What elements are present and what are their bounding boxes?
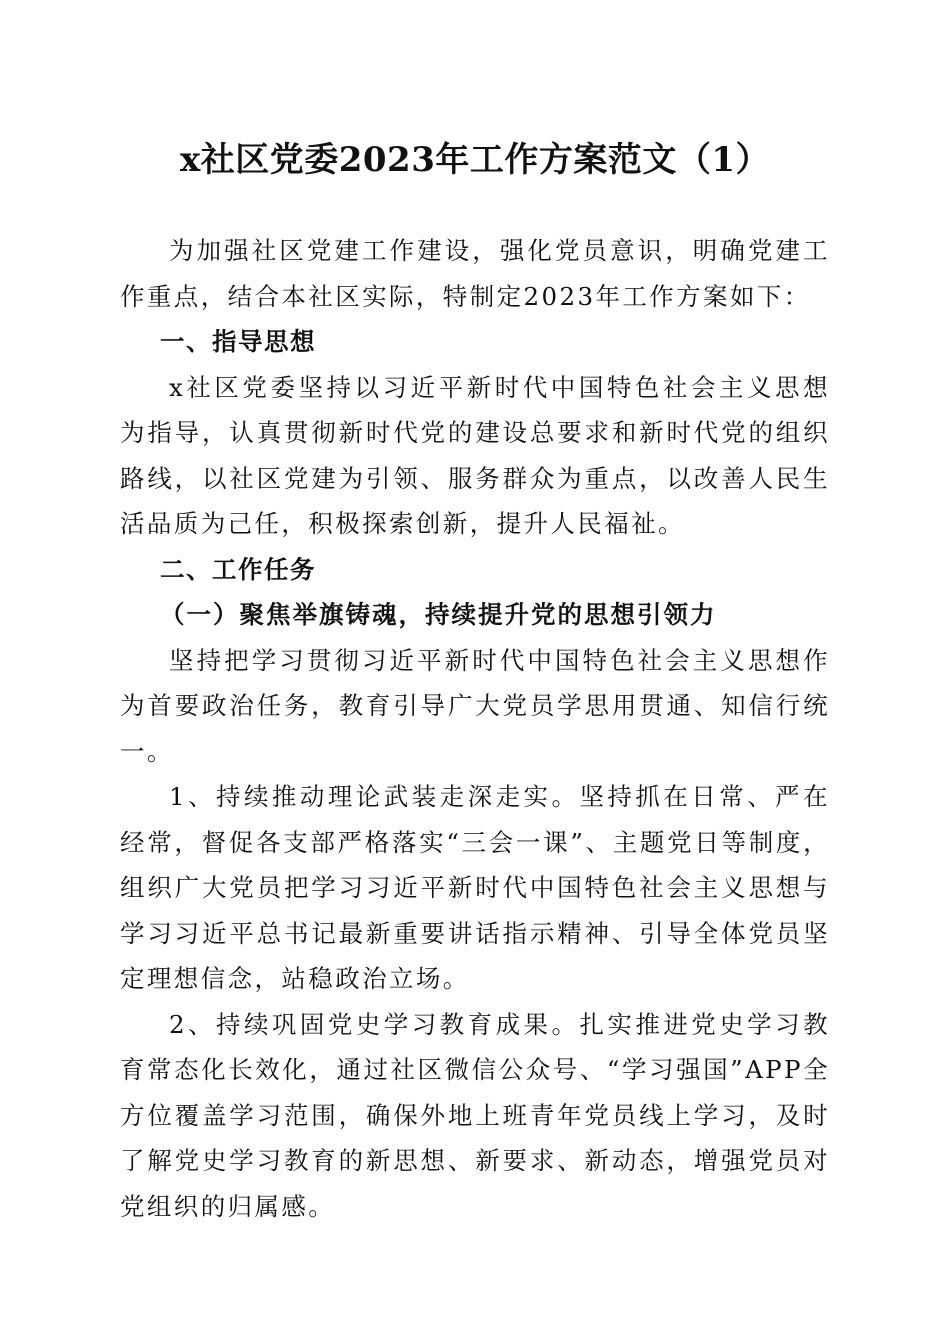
document-title: x社区党委2023年工作方案范文（1） — [179, 140, 771, 180]
task-item-1: 1、持续推动理论武装走深走实。坚持抓在日常、严在经常，督促各支部严格落实“三会一课”、主题党日等制度，组织广大党员把学习习近平新时代中国特色社会主义思想与学习习近平总书记最新重要讲话指示精神、引导全体党员坚定理想信念，站稳政治立场。 — [120, 782, 830, 993]
section-heading-guiding-thought: 一、指导思想 — [160, 327, 316, 356]
intro-paragraph: 为加强社区党建工作建设，强化党员意识，明确党建工作重点，结合本社区实际，特制定2023年工作方案如下： — [120, 236, 830, 311]
task-item-2: 2、持续巩固党史学习教育成果。扎实推进党史学习教育常态化长效化，通过社区微信公众号、“学习强国”APP全方位覆盖学习范围，确保外地上班青年党员线上学习，及时了解党史学习教育的新思想、新要求、新动态，增强党员对党组织的归属感。 — [120, 1009, 830, 1221]
document-body — [120, 228, 830, 1229]
guiding-thought-paragraph: x社区党委坚持以习近平新时代中国特色社会主义思想为指导，认真贯彻新时代党的建设总要求和新时代党的组织路线，以社区党建为引领、服务群众为重点，以改善人民生活品质为己任，积极探索创新，提升人民福祉。 — [120, 372, 830, 538]
work-tasks-paragraph: 坚持把学习贯彻习近平新时代中国特色社会主义思想作为首要政治任务，教育引导广大党员学思用贯通、知信行统一。 — [120, 645, 830, 766]
subsection-heading: （一）聚焦举旗铸魂，持续提升党的思想引领力 — [160, 600, 717, 629]
section-heading-work-tasks: 二、工作任务 — [160, 554, 316, 584]
